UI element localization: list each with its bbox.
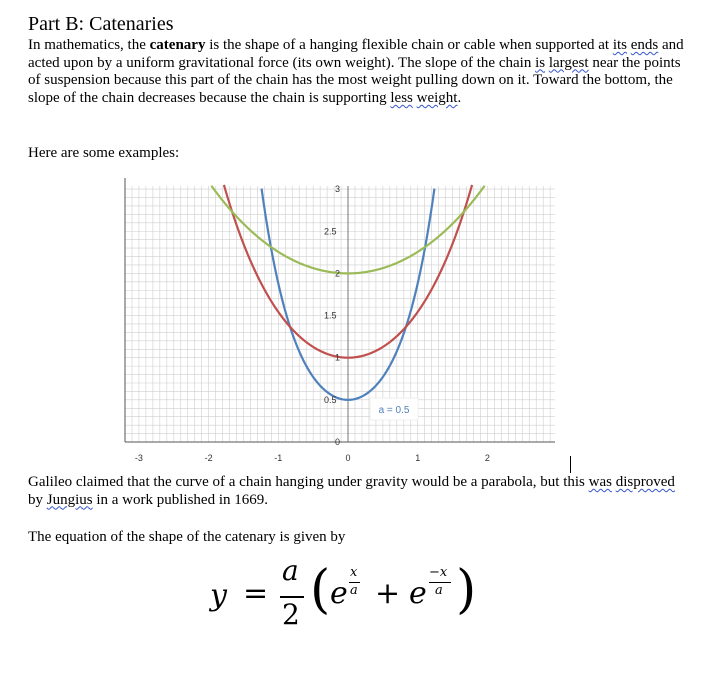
formula-exp2-a: a [435,583,443,598]
spellcheck-word: Jungius [46,491,93,508]
spellcheck-word: ends [630,37,659,53]
x-tick-label: 0 [345,453,351,463]
chart-labels [135,184,490,463]
catenary-chart [120,178,580,468]
formula-exp1-a: a [350,583,358,598]
formula-e2: e [409,576,427,611]
spellcheck-word: disproved [615,474,675,490]
formula-y: y [210,578,227,613]
galileo-paragraph: Galileo claimed that the curve of a chain hanging under gravity would be a parabola, but this was disproved by Jungius in a work published in 1669. [28,474,675,508]
formula-plus: + [375,576,401,611]
formula-lparen: ( [310,560,331,620]
chart-axes [125,178,555,442]
y-tick-label: 0.5 [324,394,337,405]
x-tick-label: -3 [134,453,143,463]
section-heading: Part B: Catenaries [28,13,174,35]
y-tick-mark: 0 [335,437,341,447]
formula-exp1-x: x [350,565,358,580]
y-tick-mark: 2 [335,268,341,279]
chart-grid [125,186,555,442]
y-tick-mark: 3 [335,184,341,195]
spellcheck-word: was [588,474,612,490]
formula-rparen: ) [456,560,477,620]
chart-legend [370,398,418,420]
term-catenary: catenary [149,37,206,53]
spellcheck-word: weight [416,89,458,106]
legend-label: a = 0.5 [378,405,410,416]
x-tick-label: 1 [415,453,421,463]
y-tick-label: 2.5 [324,226,337,237]
text-cursor [570,456,571,473]
formula-e1: e [330,576,348,611]
equation-label: The equation of the shape of the catenary is given by [28,529,346,545]
intro-paragraph: In mathematics, the catenary is the shape of a hanging flexible chain or cable when supported at its ends and acted upon by a uniform gravitational force (its own weight). The slope of the chain is largest near the points of suspension because this part of the chain has the most weight pulling down on it. Toward the bottom, the slope of the chain decreases because the chain is supporting less weight. [28,37,684,106]
x-tick-label: -1 [274,453,283,463]
y-tick-mark: 1 [335,352,341,363]
y-tick-label: 1.5 [324,310,337,321]
formula-two: 2 [282,598,300,631]
spellcheck-word: largest [548,54,589,71]
x-tick-label: -2 [204,453,213,463]
x-tick-label: 2 [484,453,490,463]
spellcheck-word: less [390,89,413,106]
examples-label: Here are some examples: [28,145,180,161]
formula-a: a [282,554,299,587]
spellcheck-word: its [612,37,628,53]
formula-exp2-negx: −x [429,565,448,580]
formula-equals: = [243,576,269,611]
spellcheck-word: is [535,54,546,71]
